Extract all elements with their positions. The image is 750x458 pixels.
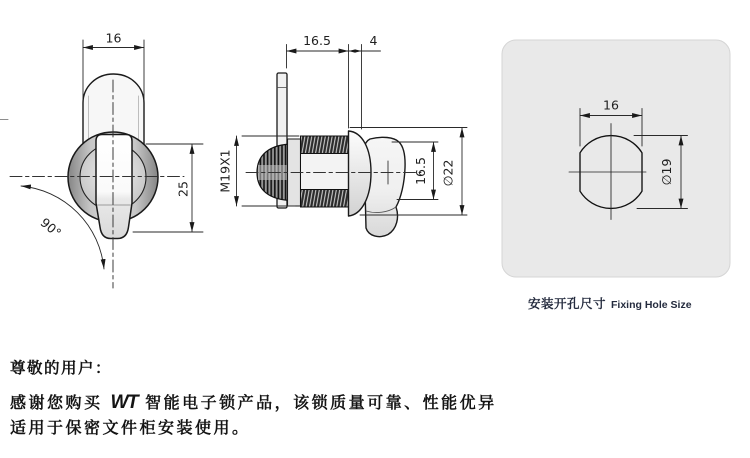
fixing-hole-caption [528, 294, 692, 313]
side-threaded-body [301, 136, 349, 207]
fixing-hole-panel [502, 40, 730, 277]
front-view [0, 31, 203, 289]
brand-logo: WT [110, 392, 138, 413]
side-dim-thread-label: M19X1 [217, 149, 233, 193]
side-dim-body-length-label: 16.5 [303, 33, 331, 48]
hole-dim-diameter-label: ∅19 [659, 158, 674, 186]
hole-dim-width-label: 16 [603, 97, 619, 113]
side-dim-flange-diameter-label: ∅22 [440, 159, 456, 187]
notice-line1-prefix: 感谢您购买 [10, 395, 103, 412]
fixing-hole-panel-background [502, 40, 730, 277]
front-dim-height-label: 25 [175, 181, 191, 197]
notice-salutation: 尊敬的用户： [10, 360, 113, 377]
notice-line2: 适用于保密文件柜安装使用。 [10, 420, 251, 437]
front-dim-angle-label: 90° [37, 214, 65, 241]
side-dim-head-thickness-label: 4 [369, 33, 378, 48]
side-view [218, 33, 468, 237]
side-dim-knob-depth-label: 16.5 [413, 157, 428, 185]
notice-line1-suffix: 智能电子锁产品，该锁质量可靠、性能优异 [145, 395, 497, 412]
front-wing-handle [96, 135, 132, 239]
front-dim-width-label: 16 [105, 30, 122, 46]
fixing-hole-caption-en: Fixing Hole Size [611, 299, 692, 311]
fixing-hole-caption-cn: 安装开孔尺寸 [528, 297, 607, 311]
side-dim-body-length [287, 45, 349, 129]
side-dim-head-thickness [349, 45, 381, 130]
notice-line1 [10, 390, 497, 414]
